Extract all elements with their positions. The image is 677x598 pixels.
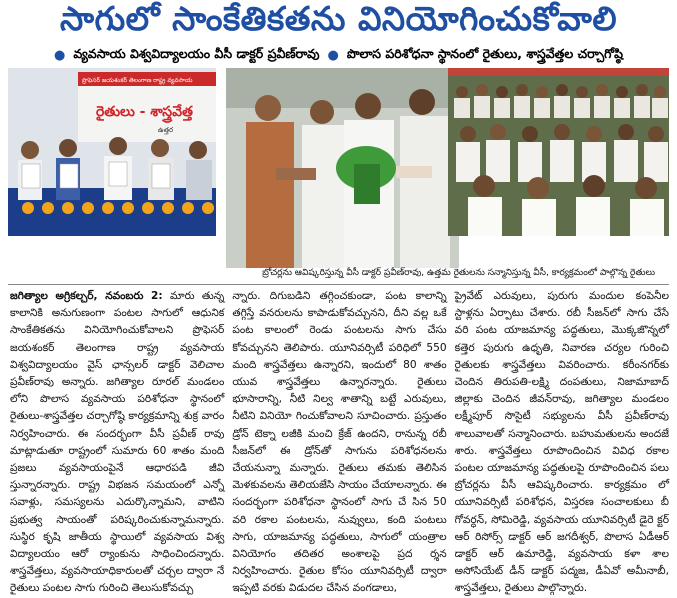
headline: సాగులో సాంకేతికతను వినియోగించుకోవాలి [59,0,618,38]
photo-caption: బ్రోచర్లను ఆవిష్కరిస్తున్న వీసీ డాక్టర్ ప్రవీణ్‌రావు, ఉత్తమ రైతులను సన్మానిస్తున్న వీసీ, కార్యక్రమంలో పాల్గొన్న రైతులు [262,268,655,278]
photo-stage-banner [8,68,216,236]
subhead-1: వ్యవసాయ విశ్వవిద్యాలయం వీసీ డాక్టర్ ప్రవీణ్‌రావు [73,45,320,61]
subheadline [8,45,669,65]
article-column-3 [454,288,669,595]
photo-strip [8,68,669,268]
dateline: జగిత్యాల అగ్రికల్చర్, నవంబరు 2: [10,290,163,302]
bullet-icon: ● [53,47,66,63]
bullet-icon: ● [327,47,339,63]
subhead-2: పొలాస పరిశోధనా స్థానంలో రైతులు, శాస్త్రవేత్తల చర్చాగోష్ఠి [346,45,624,61]
column-1-text: మారు తున్న కాలానికి అనుగుణంగా పంటల సాగులో ఆధునిక సాంకేతికతను వినియోగించుకోవాలని ప్రొఫెసర్ జయశంకర్ తెలంగాణ రాష్ట్ర వ్యవసాయ విశ్వవిద్యాలయం వైస్ ఛాన్సలర్ డాక్టర్ వెలిచాల ప్రవీణ్‌రావు అన్నారు. జగిత్యాల రూరల్ మండలం లోని పొలాస వ్యవసాయ పరిశోధనా స్థానంలో రైతులు-శాస్త్రవేత్తల చర్చాగోష్ఠి కార్యక్రమాన్ని శుక్ర వారం నిర్వహించారు. ఈ సందర్భంగా వీసీ ప్రవీణ్ రావు మాట్లాడుతూ రాష్ట్రంలో సుమారు 60 శాతం మంది ప్రజలు వ్యవసాయంపైనే ఆధారపడి జీవి స్తున్నారన్నారు. రాష్ట్ర విభజన సమయంలో ఎన్నో సవాళ్లు, సమస్యలను ఎదుర్కొన్నామని, వాటిని ప్రభుత్వ సాయంతో పరిష్కరించుకున్నామన్నారు. సుస్థిర కృషి జాతీయ స్థాయిలో వ్యవసాయ విశ్వ విద్యాలయం ఆరో ర్యాంకును సాధించిందన్నారు. శాస్త్రవేత్తలు, వ్యవసాయాధికారులతో చర్చల ద్వారా నే రైతులు పంటల సాగు గురించి తెలుసుకోవచ్చు [10,290,225,595]
column-2-text: న్నారు. దిగుబడిని తగ్గించకుండా, పంట కాలాన్ని తగ్గిస్తే వనరులను కాపాడుకోవచ్చునని, దీని వల్ల ఒకే పంట కాలంలో రెండు పంటలను సాగు చేసు కోవచ్చునని తెలిపారు. యూనివర్సిటీ పరిధిలో 550 మంది శాస్త్రవేత్తలు ఉన్నారని, ఇందులో 80 శాతం యువ శాస్త్రవేత్తలు ఉన్నారన్నారు. రైతులు భూసారాన్ని, నీటి నిల్వ శాతాన్ని బట్టే ఎరువులు, నీటిని వినియో గించుకోవాలని సూచించారు. ప్రస్తుతం డ్రోన్ టెక్నా లజీకి మంచి క్రేజ్ ఉందని, రానున్న రబీ సీజన్‌లో ఈ డ్రోన్‌తో సాగును పరిశోధనలను చేయనున్నా మన్నారు. రైతులు తమకు తెలిసిన మెళకువలను తెలియజేసి సాయం చేయాలన్నారు. ఈ సందర్భంగా పరిశోధనా స్థానంలో సాగు చే సిన 50 వరి రకాల పంటలను, నువ్వులు, కంది పంటలు సాగు, యాజమాన్య పద్ధతులు, సాగులో యంత్రాల వినియోగం తదితర అంశాలపై ప్రద ర్శన నిర్వహించారు. రైతుల కోసం యూనివర్సిటీ ద్వారా ఇప్పటి వరకు విడుదల చేసిన వంగడాలు, [232,290,447,595]
banner-org-text: ప్రొఫెసర్ జయశంకర్ తెలంగాణ రాష్ట్ర వ్యవసాయ [82,77,193,84]
photo-felicitation [226,68,459,268]
article-column-2 [232,288,447,595]
column-3-text: ప్రైవేట్ ఎరువులు, పురుగు మందుల కంపెనీల స్టాళ్లను ఏర్పాటు చేశారు. రబీ సీజన్‌లో సాగు చేసే వరి పంట యాజమాన్య పద్ధతులు, మొక్కజొన్నలో కత్తెర పురుగు ఉధృతి, నివారణ చర్యల గురించి రైతులకు శాస్త్రవేత్తలు వివరించారు. కరీంనగర్‌కు చెందిన తిరుపతి-లక్ష్మి దంపతులు, నిజామాబాద్ జిల్లాకు చెందిన జీవన్‌రావు, జగిత్యాల మండలం లక్ష్మీపూర్ సొసైటీ సభ్యులను వీసీ ప్రవీణ్‌రావు శాలువాలతో సన్మానించారు. బహుమతులను అందజే శారు. శాస్త్రవేత్తలు రూపొందించిన వివిధ రకాల పంటల యాజమాన్య పద్ధతులపై రూపొందించిన పలు బ్రోచర్లను వీసీ ఆవిష్కరించారు. కార్యక్రమం లో యూనివర్సిటీ పరిశోధన, విస్తరణ సంచాలకులు బీ గోవర్ధన్, సోమిరెడ్డి, వ్యవసాయ యూనివర్సిటీ డైరె క్టర్ ఆర్ రిసోర్స్ డాక్టర్ ఆర్ జగదీశ్వర్, పొలాస ఏడీఆర్ డాక్టర్ ఆర్ ఉమారెడ్డి, వ్యవసాయ కళా శాల అసోసియేట్ డీన్ డాక్టర్ పద్మజ, డీఏవో అమీనాబీ, శాస్త్రవేత్తలు, రైతులు పాల్గొన్నారు. [454,290,669,595]
photo-audience [448,68,669,236]
banner-sub-text: ఉత్తర [158,126,174,134]
article-body [10,288,669,595]
divider [8,284,669,285]
banner-title-text: రైతులు - శాస్త్రవేత్త [96,104,193,120]
article-column-1 [10,288,225,595]
